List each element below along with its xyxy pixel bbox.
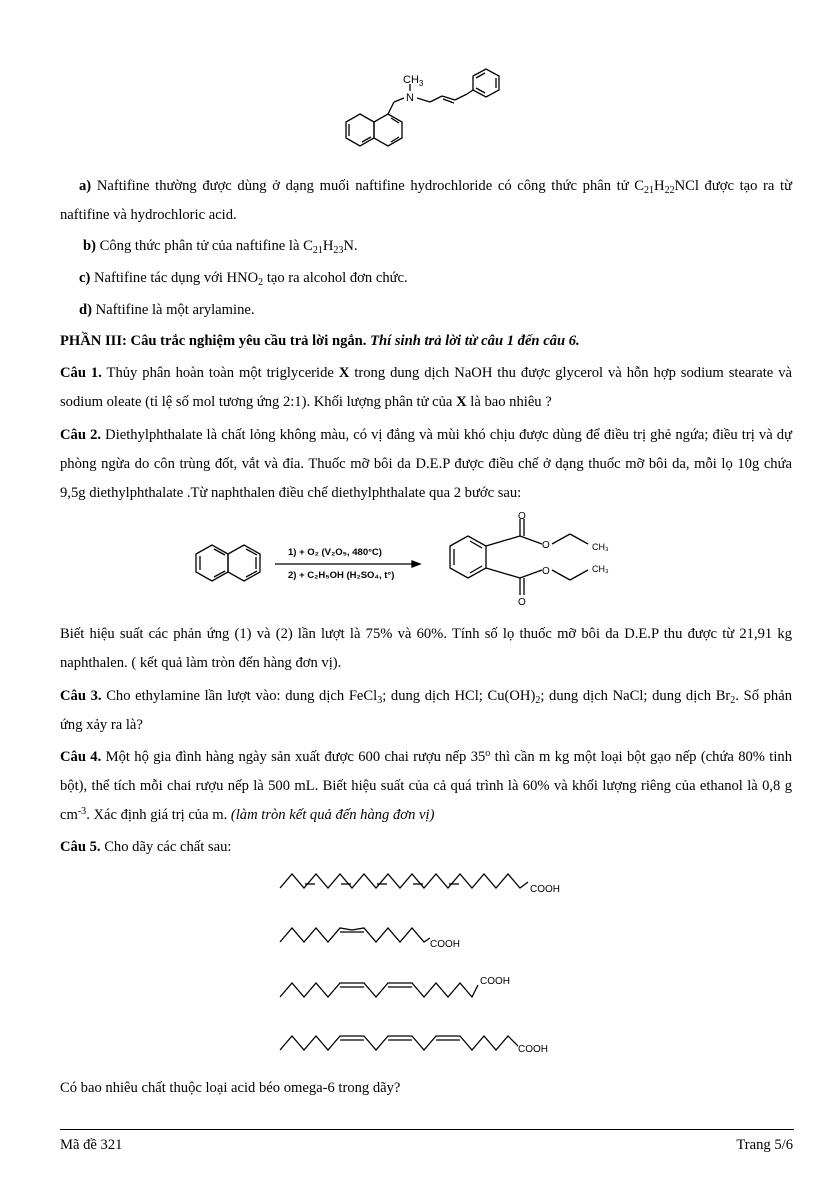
carbonyl-o-top: O [518,511,526,522]
reaction-step-1: 1) + O₂ (V₂O₅, 480°C) [288,547,382,558]
question-2: Câu 2. Diethylphthalate là chất lỏng không màu, có vị đắng và mùi khó chịu được dùng để điều trị ghẻ ngứa; điều trị và dự phòng ngừa do côn trùng đốt, vắt và đỉa. Thuốc mỡ bôi da D.E.P được điều chế ở dạng thuốc mỡ bôi da, mỗi lọ 10g chứa 9,5g diethylphthalate .Từ naphthalen điều chế diethylphthalate qua 2 bước sau: [60,427,792,501]
question-1: Câu 1. Thủy phân hoàn toàn một triglyceride X trong dung dịch NaOH thu được glycerol và hỗn hợp sodium stearate và sodium oleate (tỉ lệ số mol tương ứng 2:1). Khối lượng phân tử của X là bao nhiêu ? [60,365,792,410]
ester-o-top: O [542,540,550,551]
question-3: Câu 3. Cho ethylamine lần lượt vào: dung dịch FeCl$_3$; dung dịch HCl; $Cu(OH)_2$; dung dịch NaCl; dung dịch $Br_2$. Số phản ứng xảy ra là? [60,688,792,733]
cooh-label-4: COOH [518,1044,548,1055]
part3-heading: PHẦN III: Câu trắc nghiệm yêu cầu trả lời ngắn. Thí sinh trả lời từ câu 1 đến câu 6. [60,333,580,349]
nitrogen-label: N [406,92,414,104]
statement-c: c) Naftifine tác dụng với $HNO_2$ tạo ra alcohol đơn chức. [79,270,408,288]
naftifine-svg [330,66,520,162]
ch3-top: CH₃ [592,542,609,552]
ester-o-bottom: O [542,566,550,577]
carbonyl-o-bottom: O [518,597,526,608]
exam-code: Mã đề 321 [60,1137,123,1153]
footer-divider [60,1129,794,1130]
chain-4 [280,1036,518,1050]
methyl-label: $CH_3$ [403,74,424,88]
question-4: Câu 4. Một hộ gia đình hàng ngày sản xuất được 600 chai rượu nếp 35$^o$ thì cần m kg một loại bột gạo nếp (chứa 80% tinh bột), thể tích mỗi chai rượu nếp là 500 mL. Biết hiệu suất của cả quá trình là 60% và khối lượng riêng của ethanol là 0,8 g $cm^{-3}$. Xác định giá trị của m. (làm tròn kết quả đến hàng đơn vị) [60,748,793,823]
naphthalene-ring-left [196,545,228,581]
cooh-label-2: COOH [430,939,460,950]
fatty-acid-chains [270,860,590,1060]
cooh-label-3: COOH [480,976,510,987]
page-number: Trang 5/6 [736,1137,793,1153]
reaction-scheme [160,510,630,610]
naftifine-structure [330,66,520,162]
question-2-continued: Biết hiệu suất các phản ứng (1) và (2) lần lượt là 75% và 60%. Tính số lọ thuốc mỡ bôi da D.E.P thu được từ 21,91 kg naphthalen. ( kết quả làm tròn đến hàng đơn vị). [60,626,792,671]
chain-2 [280,928,430,942]
statement-b: b) Công thức phân tử của naftifine là $C_{21}H_{23}N$. [83,238,358,256]
phthalate-benzene [450,536,486,578]
question-5: Câu 5. Cho dãy các chất sau: [60,839,232,855]
chain-1 [280,874,528,888]
fatty-acid-svg [270,860,590,1060]
question-5-prompt: Có bao nhiêu chất thuộc loại acid béo omega-6 trong dãy? [60,1080,401,1096]
reaction-svg [160,510,630,610]
statement-a: a) Naftifine thường được dùng ở dạng muối naftifine hydrochloride có công thức phân tử $C_{21}H_{22}NCl$ được tạo ra từ naftifine và hydrochloric acid. [60,178,792,223]
ch3-bottom: CH₃ [592,564,609,574]
statement-d: d) Naftifine là một arylamine. [79,302,255,318]
cooh-label-1: COOH [530,884,560,895]
naphthalene-ring-right [228,545,260,581]
reaction-step-2: 2) + C₂H₅OH (H₂SO₄, t°) [288,570,395,581]
chain-3 [280,983,478,997]
